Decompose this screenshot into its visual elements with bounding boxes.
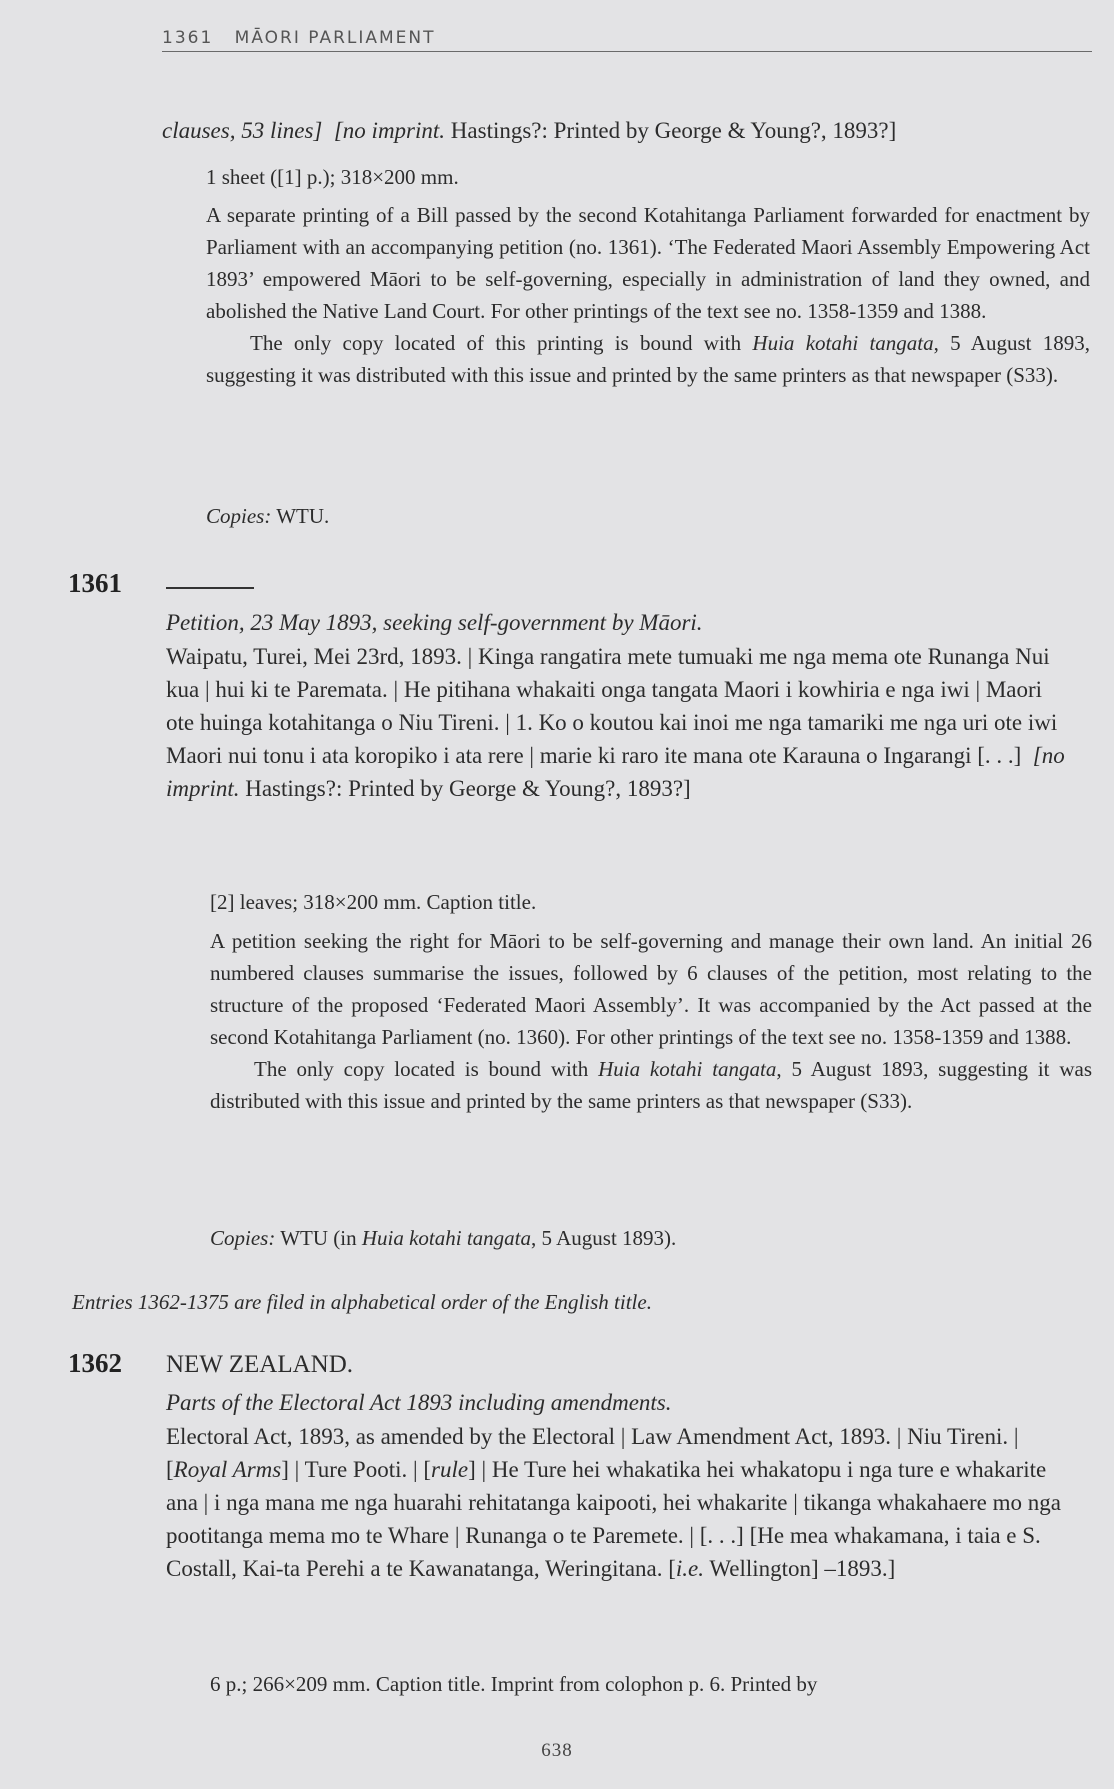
entry-1362-transcription bbox=[166, 1420, 1076, 1585]
entry-1360-collation: 1 sheet ([1] p.); 318×200 mm. bbox=[206, 165, 459, 189]
entry-1361-copies-b: , 5 August 1893). bbox=[531, 1226, 677, 1250]
entry-1361-note-1: A petition seeking the right for Māori to be self-governing and manage their own land. An initial 26 numbered clauses summarise the issues, followed by 6 clauses of the petition, most relating to the structure of the proposed ‘Federated Maori Assembly’. It was accompanied by the Act passed at the second Kotahitanga Parliament (no. 1360). For other printings of the text see no. 1358-1359 and 1388. bbox=[210, 929, 1092, 1049]
entry-1361-transcription bbox=[166, 640, 1070, 805]
entry-1362-t3: ] | He Ture hei whakatika hei whakatopu i nga ture e whakarite ana | i nga mana me nga huarahi rehitatanga kaipooti, hei whakarite | tikanga whakahaere mo nga pootitanga mema mo te Whare | Runanga o te Paremete. | [. . .] [He mea whakamana, i taia e S. Costall, Kai-ta Perehi a te Kawanatanga, Weringitana. [ bbox=[166, 1457, 1061, 1581]
entry-1362-t4: Wellington] –1893.] bbox=[704, 1556, 896, 1581]
entry-1360-title-line bbox=[162, 114, 1092, 147]
entry-1361-copies-italic: Huia kotahi tangata bbox=[361, 1226, 532, 1250]
entry-1361-imprint-italic: [no imprint. bbox=[166, 743, 1065, 801]
entry-1360-copies-label: Copies: bbox=[206, 504, 272, 528]
entry-1361-note bbox=[210, 925, 1092, 1117]
entry-1360-title-end: clauses, 53 lines] bbox=[162, 118, 323, 143]
entry-1362-title-text: Parts of the Electoral Act 1893 including amendments. bbox=[166, 1390, 672, 1415]
entry-1360-imprint: Hastings?: Printed by George & Young?, 1893?] bbox=[450, 118, 897, 143]
entry-1360-note-2 bbox=[206, 327, 1090, 391]
running-header-title: MĀORI PARLIAMENT bbox=[234, 28, 436, 48]
entry-1360-copies-value: WTU. bbox=[276, 504, 330, 528]
entry-1360-copies bbox=[206, 500, 1086, 532]
entry-1360-note-2b: , 5 August 1893, suggesting it was distributed with this issue and printed by the same printers as that newspaper (S33). bbox=[206, 331, 1091, 387]
entry-1361-copies-a: WTU (in bbox=[280, 1226, 357, 1250]
entry-1360-note-2-italic: Huia kotahi tangata bbox=[752, 331, 934, 355]
entry-1362-number: 1362 bbox=[68, 1348, 122, 1378]
entry-1360-imprint-italic: [no imprint. bbox=[333, 118, 446, 143]
entry-1360-note-2a: The only copy located of this printing is bound with bbox=[250, 331, 742, 355]
page-number: 638 bbox=[541, 1740, 573, 1761]
entry-1361-note-2a: The only copy located is bound with bbox=[254, 1057, 589, 1081]
running-header-ref: 1361 bbox=[162, 28, 214, 48]
entry-1361-collation: [2] leaves; 318×200 mm. Caption title. bbox=[210, 890, 537, 914]
entry-1362-t1: Electoral Act, 1893, as amended by the Electoral | Law Amendment Act, 1893. | Niu Tireni. | [ bbox=[166, 1424, 1019, 1482]
entry-1360-note-1: A separate printing of a Bill passed by the second Kotahitanga Parliament forwarded for enactment by Parliament with an accompanying petition (no. 1361). ‘The Federated Maori Assembly Empowering Act 1893’ empowered Māori to be self-governing, especially in administration of land they owned, and abolished the Native Land Court. For other printings of the text see no. 1358-1359 and 1388. bbox=[206, 203, 1090, 323]
entry-1361-title-text: Petition, 23 May 1893, seeking self-government by Māori. bbox=[166, 610, 703, 635]
entry-1362-title bbox=[166, 1386, 1086, 1419]
entry-1361-note-2-italic: Huia kotahi tangata bbox=[598, 1057, 777, 1081]
entry-1361-imprint: Hastings?: Printed by George & Young?, 1893?] bbox=[245, 776, 691, 801]
entry-1362-t3-italic: i.e. bbox=[675, 1556, 705, 1581]
filing-note bbox=[72, 1286, 1072, 1318]
filing-note-text: Entries 1362-1375 are filed in alphabetical order of the English title. bbox=[72, 1290, 652, 1314]
entry-1362-heading: NEW ZEALAND. bbox=[166, 1351, 353, 1378]
entry-1361-title bbox=[166, 606, 1086, 639]
entry-1361-transcription-text: Waipatu, Turei, Mei 23rd, 1893. | Kinga rangatira mete tumuaki me nga mema ote Runanga Nui kua | hui ki te Paremata. | He pitihana whakaiti onga tangata Maori i kowhiria e nga iwi | Maori ote huinga kotahitanga o Niu Tireni. | 1. Ko o koutou kai inoi me nga tamariki me nga uri ote iwi Maori nui tonu i ata koropiko i ata rere | marie ki raro ite mana ote Karauna o Ingarangi [. . .] bbox=[166, 644, 1058, 768]
entry-1361-author-dash bbox=[166, 587, 254, 589]
entry-1362-t2-italic: rule bbox=[431, 1457, 469, 1482]
running-header bbox=[162, 28, 1092, 52]
entry-1361-note-2b: , 5 August 1893, suggesting it was distributed with this issue and printed by the same printers as that newspaper (S33). bbox=[210, 1057, 1092, 1113]
entry-1361-copies bbox=[210, 1222, 1090, 1254]
entry-1361-copies-label: Copies: bbox=[210, 1226, 276, 1250]
entry-1361-note-2 bbox=[210, 1053, 1092, 1117]
entry-1362-collation: 6 p.; 266×209 mm. Caption title. Imprint from colophon p. 6. Printed by bbox=[210, 1672, 818, 1696]
entry-1360-note bbox=[206, 199, 1090, 391]
entry-1361-number: 1361 bbox=[68, 568, 122, 598]
entry-1362-t2: ] | Ture Pooti. | [ bbox=[281, 1457, 432, 1482]
entry-1362-t1-italic: Royal Arms bbox=[173, 1457, 282, 1482]
